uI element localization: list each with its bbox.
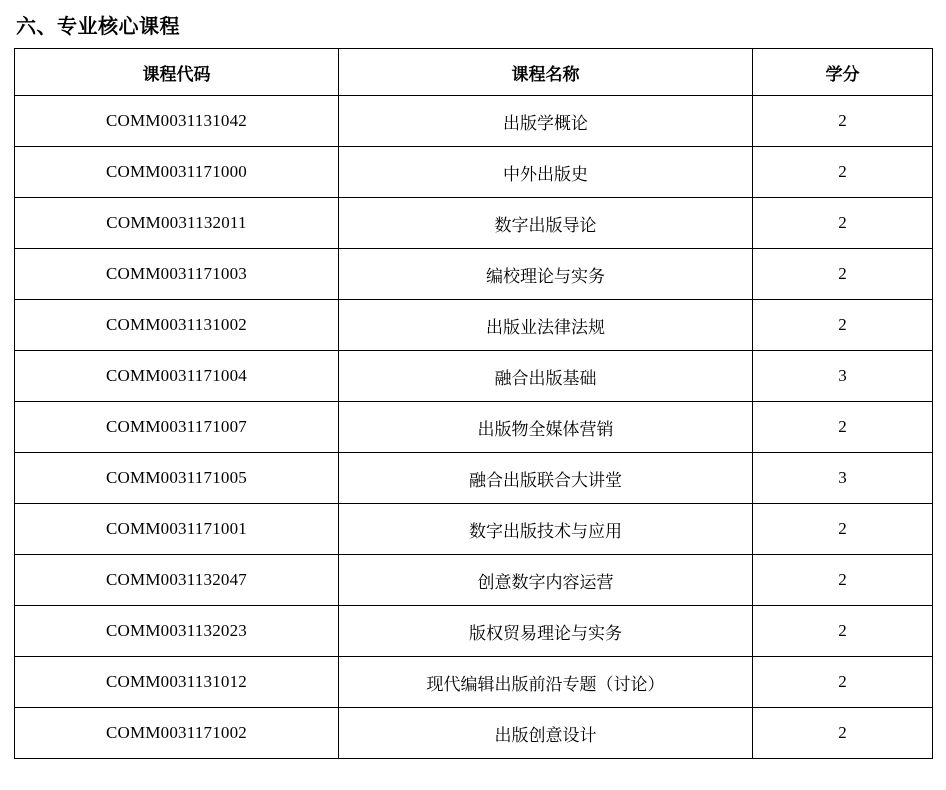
table-body — [15, 96, 933, 759]
table-row — [15, 708, 933, 759]
table-row — [15, 198, 933, 249]
table-row — [15, 300, 933, 351]
cell-credits: 2 — [753, 96, 933, 147]
cell-course-name: 编校理论与实务 — [339, 249, 753, 300]
table-row — [15, 249, 933, 300]
cell-credits: 2 — [753, 555, 933, 606]
cell-course-code: COMM0031131002 — [15, 300, 339, 351]
cell-course-code: COMM0031132011 — [15, 198, 339, 249]
table-header-row — [15, 49, 933, 96]
cell-course-code: COMM0031171002 — [15, 708, 339, 759]
table-header — [15, 49, 933, 96]
cell-credits: 2 — [753, 708, 933, 759]
cell-course-name: 中外出版史 — [339, 147, 753, 198]
column-header-course-code: 课程代码 — [15, 49, 339, 96]
core-course-table — [14, 48, 933, 759]
cell-course-name: 出版创意设计 — [339, 708, 753, 759]
table-row — [15, 96, 933, 147]
cell-course-code: COMM0031171004 — [15, 351, 339, 402]
cell-course-name: 融合出版基础 — [339, 351, 753, 402]
cell-course-code: COMM0031171007 — [15, 402, 339, 453]
cell-course-name: 数字出版技术与应用 — [339, 504, 753, 555]
cell-credits: 2 — [753, 402, 933, 453]
table-row — [15, 402, 933, 453]
cell-credits: 2 — [753, 504, 933, 555]
cell-course-name: 版权贸易理论与实务 — [339, 606, 753, 657]
column-header-course-name: 课程名称 — [339, 49, 753, 96]
cell-course-name: 数字出版导论 — [339, 198, 753, 249]
cell-credits: 2 — [753, 198, 933, 249]
table-row — [15, 453, 933, 504]
table-row — [15, 147, 933, 198]
table-row — [15, 555, 933, 606]
cell-course-code: COMM0031171000 — [15, 147, 339, 198]
column-header-credits: 学分 — [753, 49, 933, 96]
cell-course-code: COMM0031171003 — [15, 249, 339, 300]
cell-credits: 2 — [753, 249, 933, 300]
cell-credits: 3 — [753, 351, 933, 402]
cell-credits: 2 — [753, 147, 933, 198]
cell-course-code: COMM0031131012 — [15, 657, 339, 708]
cell-course-name: 融合出版联合大讲堂 — [339, 453, 753, 504]
cell-credits: 2 — [753, 300, 933, 351]
cell-course-code: COMM0031132023 — [15, 606, 339, 657]
cell-course-name: 现代编辑出版前沿专题（讨论） — [339, 657, 753, 708]
cell-course-code: COMM0031171001 — [15, 504, 339, 555]
cell-course-name: 出版业法律法规 — [339, 300, 753, 351]
table-row — [15, 351, 933, 402]
section-heading: 六、专业核心课程 — [16, 14, 180, 38]
cell-course-name: 创意数字内容运营 — [339, 555, 753, 606]
cell-course-name: 出版物全媒体营销 — [339, 402, 753, 453]
cell-course-name: 出版学概论 — [339, 96, 753, 147]
table-row — [15, 606, 933, 657]
cell-course-code: COMM0031131042 — [15, 96, 339, 147]
cell-credits: 2 — [753, 606, 933, 657]
table-row — [15, 657, 933, 708]
table-row — [15, 504, 933, 555]
cell-course-code: COMM0031171005 — [15, 453, 339, 504]
cell-credits: 2 — [753, 657, 933, 708]
cell-course-code: COMM0031132047 — [15, 555, 339, 606]
cell-credits: 3 — [753, 453, 933, 504]
